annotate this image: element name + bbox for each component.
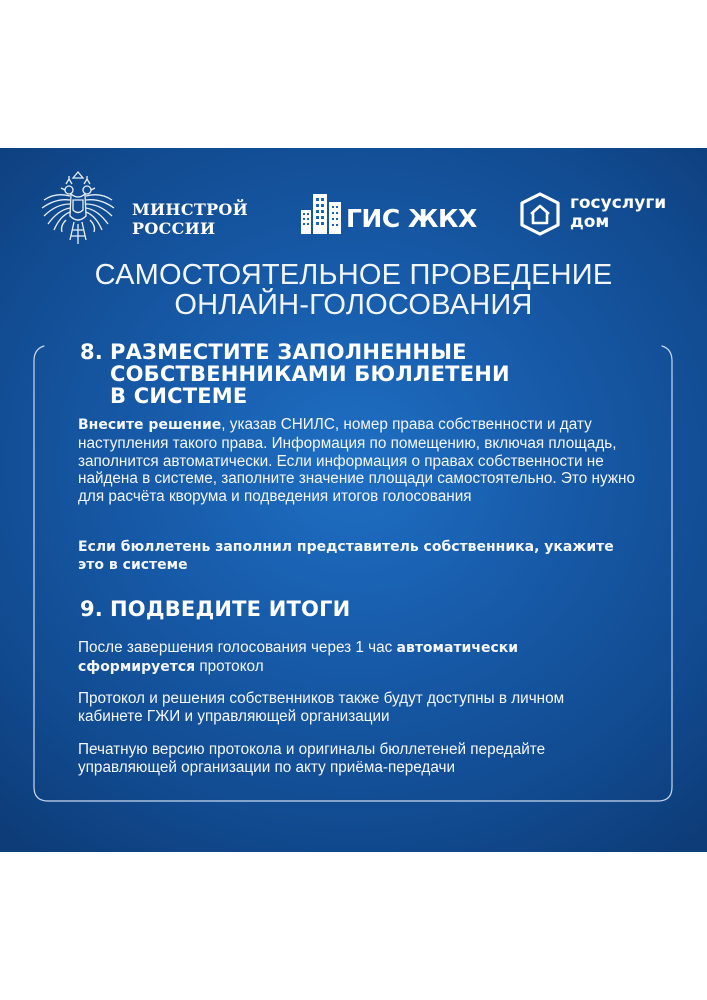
step-9-number: 9. bbox=[80, 597, 103, 621]
step-8-heading-line-2: СОБСТВЕННИКАМИ БЮЛЛЕТЕНИ bbox=[110, 362, 510, 386]
building-icon bbox=[299, 192, 343, 234]
gosuslugi-line-1: госуслуги bbox=[570, 193, 667, 213]
house-icon bbox=[518, 192, 562, 236]
gis-zhkh-logo-text: ГИС ЖКХ bbox=[346, 204, 477, 233]
step-9-paragraph-1 bbox=[78, 639, 598, 677]
step-8-heading-line-1: РАЗМЕСТИТЕ ЗАПОЛНЕННЫЕ bbox=[110, 340, 467, 364]
title-line-2: ОНЛАЙН-ГОЛОСОВАНИЯ bbox=[174, 289, 533, 321]
step-8-number: 8. bbox=[80, 340, 103, 364]
info-card bbox=[0, 148, 707, 852]
step-8-heading bbox=[80, 341, 510, 407]
step-9-paragraph-3: Печатную версию протокола и оригиналы бюллетеней передайте управляющей организации по акту приёма-передачи bbox=[78, 741, 546, 776]
ministry-line-2: РОССИИ bbox=[132, 219, 216, 238]
step-8-heading-line-3: В СИСТЕМЕ bbox=[110, 384, 248, 408]
step-9-heading bbox=[80, 598, 350, 620]
step-9-heading-text: ПОДВЕДИТЕ ИТОГИ bbox=[110, 597, 351, 621]
step-8-paragraph-1 bbox=[78, 416, 638, 506]
russian-coat-of-arms-icon bbox=[36, 170, 120, 254]
step-9-paragraph-1-text-a: После завершения голосования через 1 час bbox=[78, 639, 397, 656]
step-8-paragraph-1-bold: Внесите решение bbox=[78, 417, 222, 433]
content-frame bbox=[30, 340, 676, 805]
ministry-line-1: МИНСТРОЙ bbox=[132, 200, 249, 219]
gosuslugi-dom-logo-text bbox=[570, 194, 666, 232]
step-8-paragraph-2: Если бюллетень заполнил представитель собственника, укажите это в системе bbox=[78, 539, 614, 573]
step-8-paragraph-1-text: , указав СНИЛС, номер права собственности и дату наступления такого права. Информация по помещению, включая площадь, заполнится автоматически. Если информация о правах собственности не найдена в системе, заполните значение площади самостоятельно. Это нужно для расчёта кворума и подведения итогов голосования bbox=[78, 416, 635, 506]
page-title bbox=[0, 260, 707, 320]
ministry-logo-text bbox=[132, 200, 248, 238]
step-9-paragraph-2: Протокол и решения собственников также будут доступны в личном кабинете ГЖИ и управляющей организации bbox=[78, 690, 565, 725]
step-9-paragraph-1-text-b: протокол bbox=[195, 657, 264, 675]
title-line-1: САМОСТОЯТЕЛЬНОЕ ПРОВЕДЕНИЕ bbox=[94, 259, 613, 291]
step-9-paragraph-1-bold: автоматически сформируется bbox=[78, 640, 519, 675]
gosuslugi-line-2: дом bbox=[570, 212, 610, 232]
